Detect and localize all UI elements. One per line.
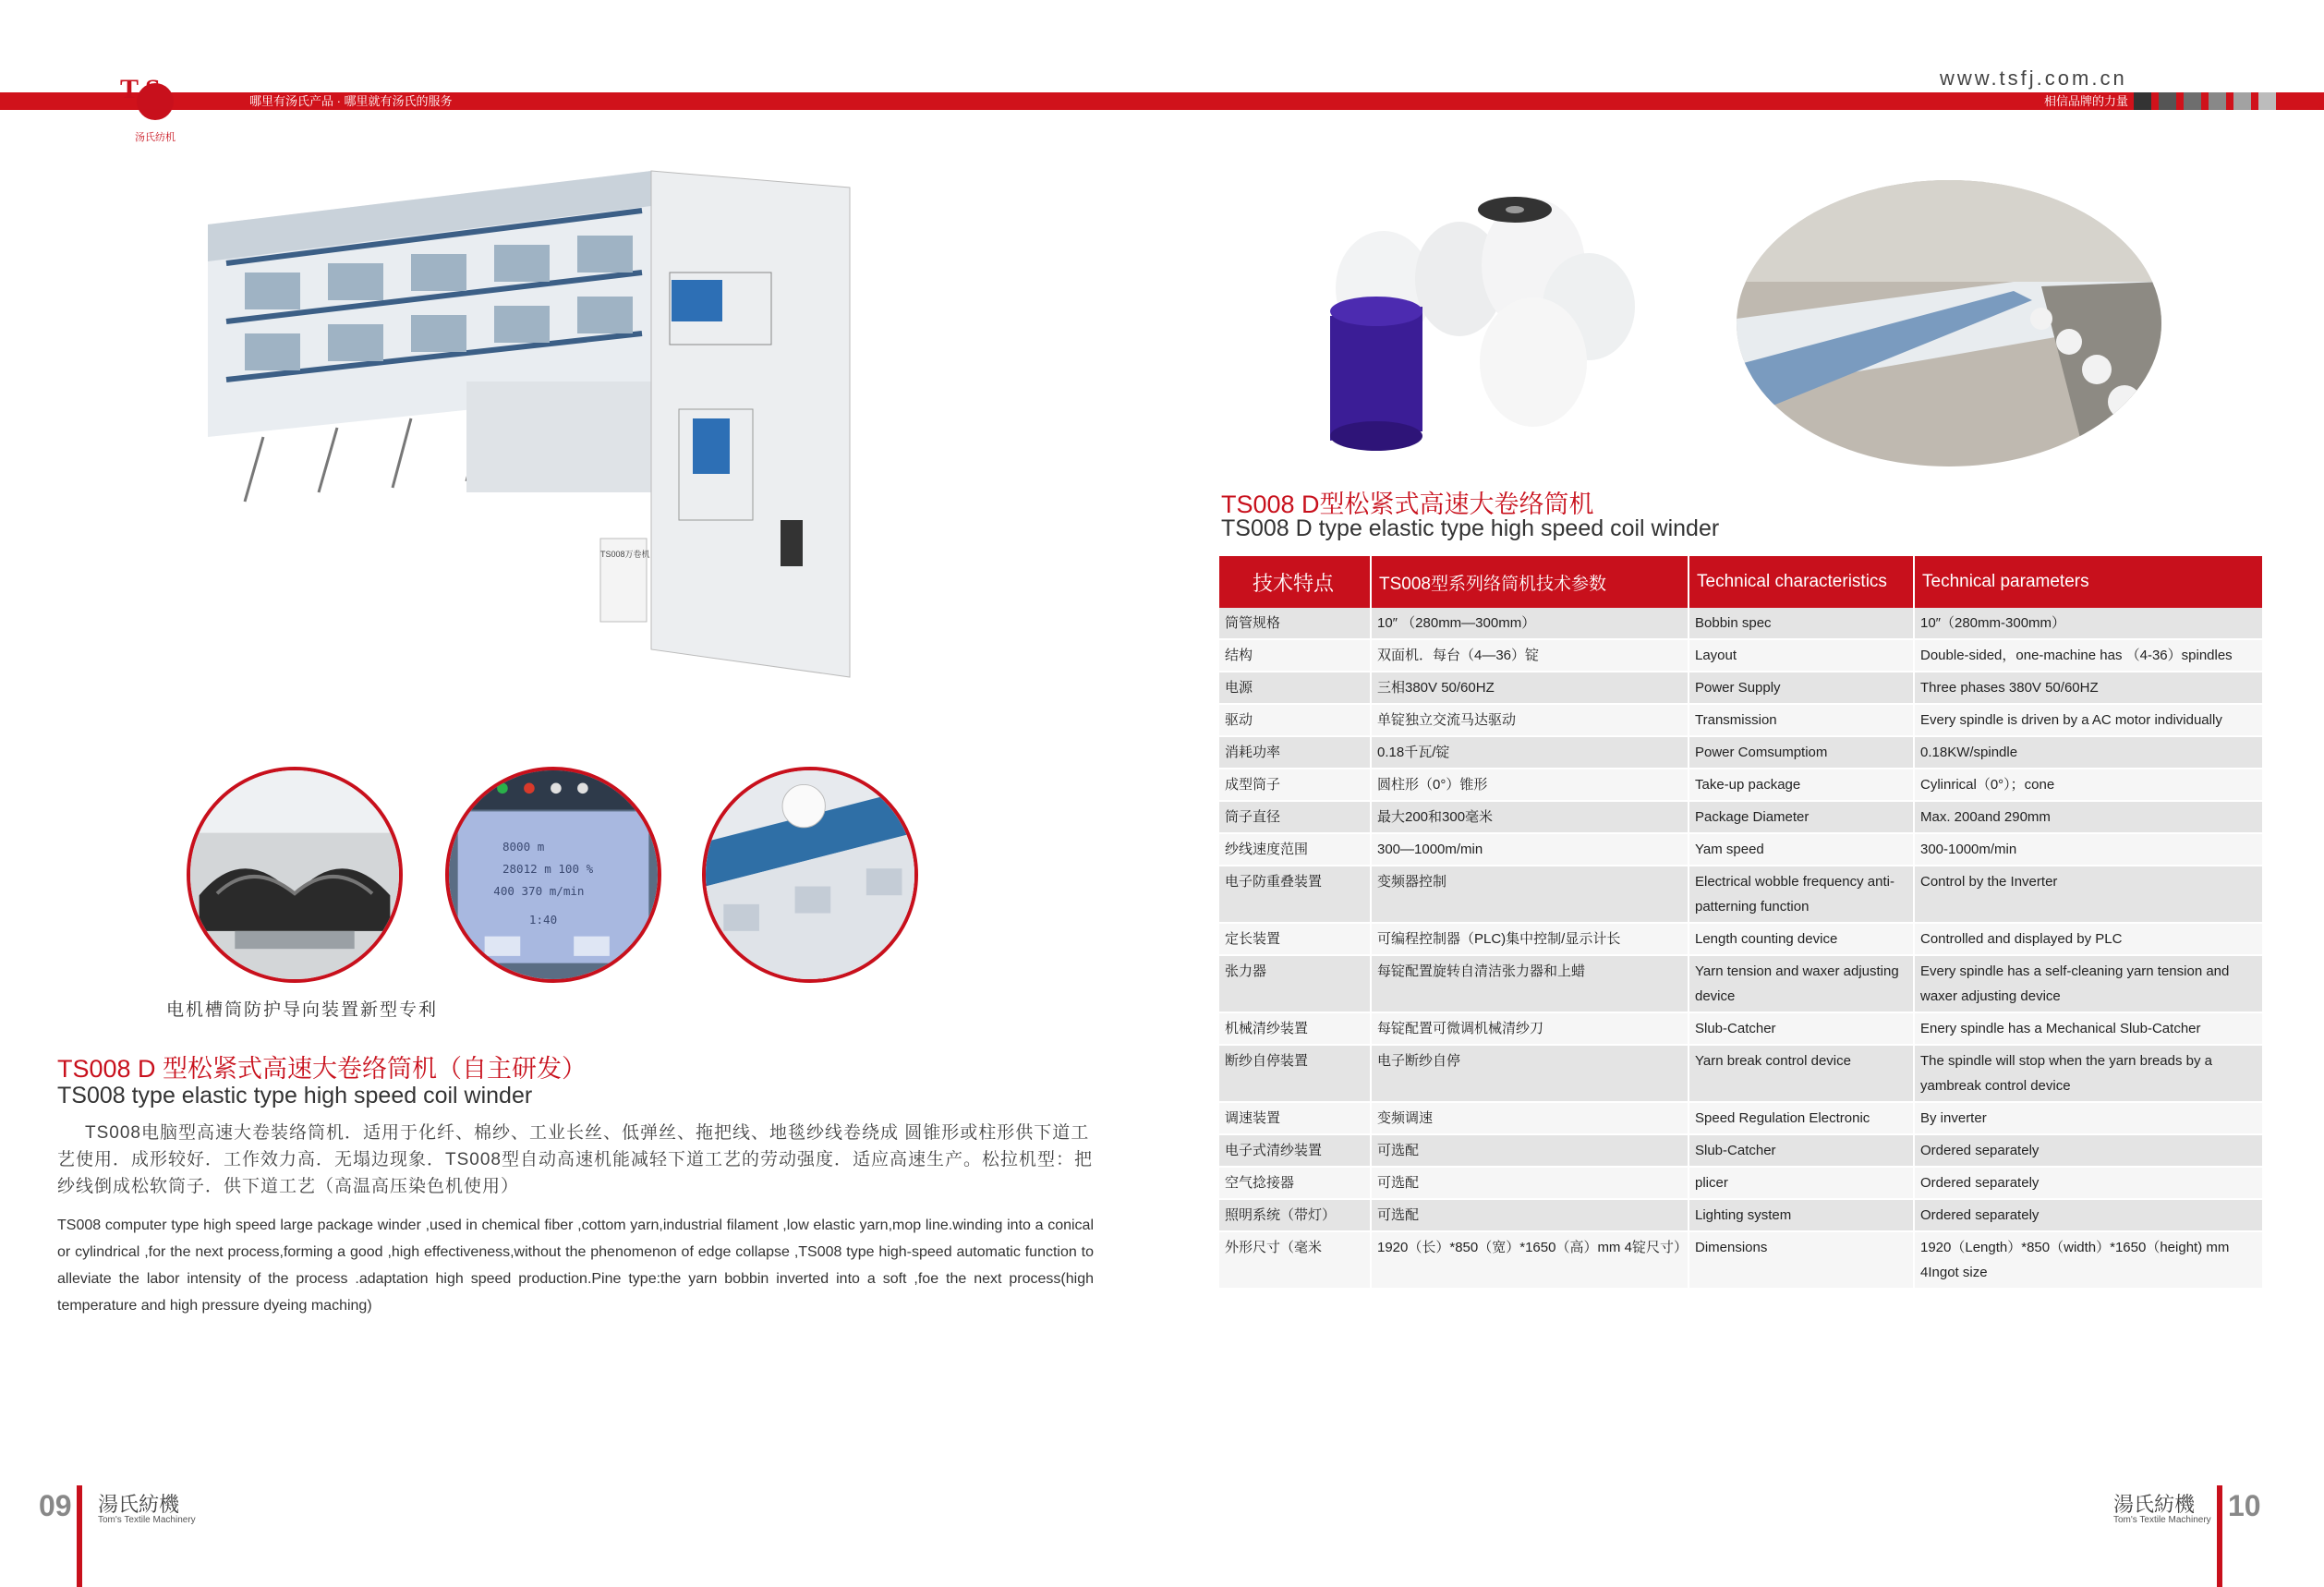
right-title-cn: TS008 D型松紧式高速大卷络筒机 — [1221, 491, 1594, 518]
table-row — [1219, 1134, 2263, 1167]
swatch — [2134, 92, 2151, 110]
swatch — [2184, 92, 2201, 110]
brand-name-cn: 湯氏紡機 — [2113, 1494, 2196, 1517]
table-cell: 300—1000m/min — [1371, 833, 1689, 866]
spec-table — [1219, 556, 2264, 1290]
table-cell: 单锭独立交流马达驱动 — [1371, 704, 1689, 736]
table-cell: 筒子直径 — [1219, 801, 1371, 833]
control-screen-closeup — [445, 767, 661, 983]
table-cell: 筒管规格 — [1219, 608, 1371, 639]
table-cell: 定长装置 — [1219, 923, 1371, 955]
page-number-left: 09 — [39, 1489, 72, 1522]
table-cell: 10″ （280mm—300mm） — [1371, 608, 1689, 639]
table-row — [1219, 1167, 2263, 1199]
table-row — [1219, 1102, 2263, 1134]
table-cell: Double-sided，one-machine has （4-36）spindles — [1914, 639, 2263, 672]
table-cell: Transmission — [1689, 704, 1914, 736]
yarn-bobbins-photo — [1312, 177, 1663, 454]
table-cell: Ordered separately — [1914, 1199, 2263, 1231]
table-cell: Bobbin spec — [1689, 608, 1914, 639]
table-cell: Cylinrical（0°）；cone — [1914, 769, 2263, 801]
table-cell: 三相380V 50/60HZ — [1371, 672, 1689, 704]
table-row — [1219, 1199, 2263, 1231]
table-row — [1219, 866, 2263, 923]
company-logo — [115, 67, 196, 146]
table-header: Technical characteristics — [1689, 556, 1914, 608]
table-cell: 结构 — [1219, 639, 1371, 672]
table-cell: plicer — [1689, 1167, 1914, 1199]
swatch — [2283, 92, 2301, 110]
swatch — [2159, 92, 2176, 110]
page-number-right: 10 — [2228, 1489, 2261, 1522]
table-header-row — [1219, 556, 2263, 608]
table-cell: Ordered separately — [1914, 1167, 2263, 1199]
table-cell: Controlled and displayed by PLC — [1914, 923, 2263, 955]
table-cell: 0.18KW/spindle — [1914, 736, 2263, 769]
svg-text:1:40: 1:40 — [528, 913, 558, 927]
table-cell: 1920（长）*850（宽）*1650（高）mm 4锭尺寸） — [1371, 1231, 1689, 1289]
table-cell: 0.18千瓦/锭 — [1371, 736, 1689, 769]
table-cell: Slub-Catcher — [1689, 1134, 1914, 1167]
table-cell: 电子断纱自停 — [1371, 1045, 1689, 1102]
table-cell: 变频调速 — [1371, 1102, 1689, 1134]
table-cell: 10″（280mm-300mm） — [1914, 608, 2263, 639]
svg-text:汤氏纺机: 汤氏纺机 — [135, 131, 176, 143]
footer-divider — [2217, 1485, 2222, 1587]
table-row — [1219, 672, 2263, 704]
table-cell: By inverter — [1914, 1102, 2263, 1134]
factory-floor-photo — [1737, 180, 2161, 466]
table-cell: Enery spindle has a Mechanical Slub-Catcher — [1914, 1012, 2263, 1045]
swatch — [2233, 92, 2251, 110]
table-cell: 每锭配置旋转自清洁张力器和上蜡 — [1371, 955, 1689, 1012]
left-description-cn: TS008电脑型高速大卷装络筒机．适用于化纤、棉纱、工业长丝、低弹丝、拖把线、地毯纱线卷绕成 圆锥形或柱形供下道工艺使用．成形较好．工作效力高．无塌边现象．TS008型自动高速机能减轻下道工艺的劳动强度．适应高速生产。松拉机型：把纱线倒成松软筒子．供下道工艺（高温高压染色机使用） — [57, 1123, 1093, 1196]
table-cell: Three phases 380V 50/60HZ — [1914, 672, 2263, 704]
table-cell: 空气捻接器 — [1219, 1167, 1371, 1199]
logo-letters: T S — [120, 74, 161, 104]
table-cell: Dimensions — [1689, 1231, 1914, 1289]
website-url: www.tsfj.com.cn — [1940, 67, 2127, 90]
table-cell: Length counting device — [1689, 923, 1914, 955]
table-cell: 电子防重叠装置 — [1219, 866, 1371, 923]
table-cell: 纱线速度范围 — [1219, 833, 1371, 866]
table-row — [1219, 1231, 2263, 1289]
footer-divider — [77, 1485, 82, 1587]
brand-name-cn: 湯氏紡機 — [98, 1494, 180, 1517]
brand-name-en: Tom's Textile Machinery — [2113, 1515, 2211, 1525]
table-cell: 变频器控制 — [1371, 866, 1689, 923]
table-header: Technical parameters — [1914, 556, 2263, 608]
brand-name-en: Tom's Textile Machinery — [98, 1515, 196, 1525]
table-cell: 1920（Length）*850（width）*1650（height) mm 4Ingot size — [1914, 1231, 2263, 1289]
table-cell: Ordered separately — [1914, 1134, 2263, 1167]
table-cell: 电子式清纱装置 — [1219, 1134, 1371, 1167]
machine-panel-text: TS008万卷机 — [600, 550, 650, 559]
table-cell: Take-up package — [1689, 769, 1914, 801]
left-title-en: TS008 type elastic type high speed coil winder — [57, 1083, 533, 1108]
table-cell: Power Comsumptiom — [1689, 736, 1914, 769]
left-description-en: TS008 computer type high speed large package winder ,used in chemical fiber ,cottom yarn,industrial filament ,low elastic yarn,mop line.winding into a conical or cylindrical ,for the next process,forming a good ,high effectiveness,without the phenomenon of edge collapse ,TS008 type high-speed automatic function to alleviate the labor intensity of the process .adaptation high speed production.Pine type:the yarn bobbin inverted into a soft ,foe the next process(high temperature and high pressure dyeing maching) — [57, 1218, 1094, 1314]
table-cell: 最大200和300毫米 — [1371, 801, 1689, 833]
table-cell: 外形尺寸（毫米 — [1219, 1231, 1371, 1289]
table-cell: 驱动 — [1219, 704, 1371, 736]
table-row — [1219, 736, 2263, 769]
table-cell: Yam speed — [1689, 833, 1914, 866]
table-row — [1219, 923, 2263, 955]
table-cell: The spindle will stop when the yarn breads by a yambreak control device — [1914, 1045, 2263, 1102]
color-swatches — [2134, 92, 2301, 110]
swatch — [2258, 92, 2276, 110]
table-cell: Yarn tension and waxer adjusting device — [1689, 955, 1914, 1012]
table-cell: Package Diameter — [1689, 801, 1914, 833]
table-cell: 断纱自停装置 — [1219, 1045, 1371, 1102]
table-cell: Electrical wobble frequency anti-patterning function — [1689, 866, 1914, 923]
table-row — [1219, 955, 2263, 1012]
header-slogan-right: 相信品牌的力量 — [2044, 94, 2129, 108]
table-cell: Every spindle has a self-cleaning yarn tension and waxer adjusting device — [1914, 955, 2263, 1012]
table-row — [1219, 1012, 2263, 1045]
table-cell: 双面机．每台（4—36）锭 — [1371, 639, 1689, 672]
table-row — [1219, 1045, 2263, 1102]
table-header: TS008型系列络筒机技术参数 — [1371, 556, 1689, 608]
table-cell: Every spindle is driven by a AC motor individually — [1914, 704, 2263, 736]
table-cell: 张力器 — [1219, 955, 1371, 1012]
svg-text:400 370 m/min: 400 370 m/min — [493, 884, 585, 899]
table-cell: Yarn break control device — [1689, 1045, 1914, 1102]
table-cell: 照明系统（带灯） — [1219, 1199, 1371, 1231]
table-cell: 机械清纱装置 — [1219, 1012, 1371, 1045]
table-cell: 每锭配置可微调机械清纱刀 — [1371, 1012, 1689, 1045]
swatch — [2209, 92, 2226, 110]
table-row — [1219, 639, 2263, 672]
svg-text:8000 m: 8000 m — [502, 839, 545, 854]
table-cell: 调速装置 — [1219, 1102, 1371, 1134]
svg-text:28012 m 100 %: 28012 m 100 % — [502, 862, 594, 877]
table-row — [1219, 833, 2263, 866]
table-cell: 可编程控制器（PLC)集中控制/显示计长 — [1371, 923, 1689, 955]
table-cell: Slub-Catcher — [1689, 1012, 1914, 1045]
table-row — [1219, 769, 2263, 801]
table-cell: Power Supply — [1689, 672, 1914, 704]
guide-device-closeup — [187, 767, 403, 983]
table-cell: Lighting system — [1689, 1199, 1914, 1231]
table-cell: 可选配 — [1371, 1167, 1689, 1199]
right-title-en: TS008 D type elastic type high speed coil winder — [1221, 515, 1720, 541]
table-row — [1219, 608, 2263, 639]
table-cell: Max. 200and 290mm — [1914, 801, 2263, 833]
table-cell: 可选配 — [1371, 1199, 1689, 1231]
table-header: 技术特点 — [1219, 556, 1371, 608]
table-cell: Control by the Inverter — [1914, 866, 2263, 923]
table-cell: 成型筒子 — [1219, 769, 1371, 801]
table-cell: 300-1000m/min — [1914, 833, 2263, 866]
left-title-cn: TS008 D 型松紧式高速大卷络筒机（自主研发） — [57, 1055, 587, 1083]
table-cell: 消耗功率 — [1219, 736, 1371, 769]
patent-caption: 电机槽筒防护导向装置新型专利 — [166, 1000, 439, 1020]
table-row — [1219, 801, 2263, 833]
table-cell: 可选配 — [1371, 1134, 1689, 1167]
table-cell: 电源 — [1219, 672, 1371, 704]
table-cell: Layout — [1689, 639, 1914, 672]
header-slogan: 哪里有汤氏产品 · 哪里就有汤氏的服务 — [249, 94, 453, 108]
table-cell: 圆柱形（0°）锥形 — [1371, 769, 1689, 801]
winder-machine-photo — [189, 169, 864, 686]
table-row — [1219, 704, 2263, 736]
spindle-closeup — [702, 767, 918, 983]
table-cell: Speed Regulation Electronic — [1689, 1102, 1914, 1134]
